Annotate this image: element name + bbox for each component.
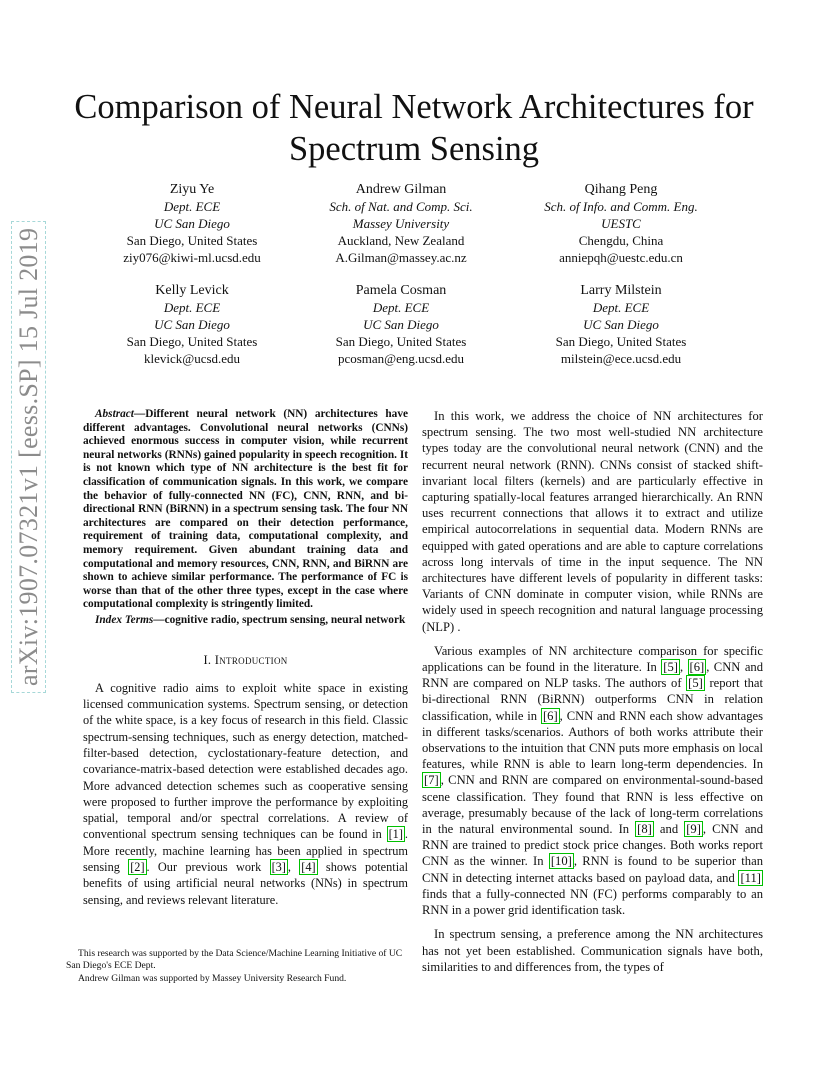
citation-link[interactable]: [5] bbox=[688, 676, 703, 691]
citation-link[interactable]: [8] bbox=[637, 822, 652, 837]
author-org: Massey University bbox=[352, 216, 450, 231]
author-block bbox=[281, 282, 521, 367]
section-number: I. bbox=[203, 652, 215, 667]
paragraph: In spectrum sensing, a preference among the NN architectures has not yet been established. Communication signals have both, similarities to and differences from, the types of bbox=[422, 927, 763, 974]
footnote: This research was supported by the Data Science/Machine Learning Initiative of UC San Diego's ECE Dept. bbox=[66, 948, 403, 972]
author-org: UC San Diego bbox=[154, 317, 230, 332]
abstract-label: Abstract bbox=[95, 408, 134, 420]
citation-link[interactable]: [10] bbox=[550, 854, 572, 869]
author-email: pcosman@eng.ucsd.edu bbox=[337, 351, 465, 366]
footnotes bbox=[66, 948, 408, 985]
author-block bbox=[281, 181, 521, 266]
text-run: , CNN and RNN are compared on NLP tasks. The authors of bbox=[422, 660, 764, 691]
arxiv-stamp-text: arXiv:1907.07321v1 [eess.SP] 15 Jul 2019 bbox=[11, 221, 46, 693]
citation-link[interactable]: [7] bbox=[424, 773, 439, 788]
citation-link[interactable]: [1] bbox=[388, 827, 403, 842]
author-dept: Sch. of Info. and Comm. Eng. bbox=[544, 199, 698, 214]
author-location: San Diego, United States bbox=[126, 233, 258, 248]
text-run: . Our previous work bbox=[146, 860, 270, 875]
author-location: San Diego, United States bbox=[335, 334, 467, 349]
text-run: report that bi-directional RNN (BiRNN) outperforms CNN in relation classification, while in bbox=[422, 676, 763, 723]
author-email: ziy076@kiwi-ml.ucsd.edu bbox=[123, 250, 261, 265]
text-run: , CNN and RNN are compared on environmental-sound-based scene classification. They found that RNN is less effective on average, presumably because of the lack of long-term correlations in the natural environmental sound. In bbox=[422, 773, 763, 837]
author-block bbox=[501, 282, 741, 367]
author-org: UC San Diego bbox=[583, 317, 659, 332]
text-run: A cognitive radio aims to exploit white space in existing licensed communication systems. Spectrum sensing, or detection of the white space, is a key focus of research in this field. Classic spectrum-sensing techniques, such as energy detection, matched-filter-based detection, cyclostationary-feature detection, and covariance-matrix-based detection were established decades ago. More advanced detection schemes such as cooperative sensing were proposed to further improve the performance by exploiting spatial, temporal and/or spectral correlations. A review of conventional spectrum sensing techniques can be found in bbox=[83, 680, 408, 842]
author-name: Ziyu Ye bbox=[169, 182, 215, 197]
right-column bbox=[422, 408, 763, 975]
abstract-text: —Different neural network (NN) architectures have different advantages. Convolutional neural networks (CNNs) achieved enormous success in computer vision, while recurrent neural networks (RNNs) gained popularity in speech recognition. It is not known which type of NN architecture is the best fit for classification of communication signals. In this work, we compare the behavior of fully-connected NN (FC), CNN, RNN, and bi-directional RNN (BiRNN) in a spectrum sensing task. The four NN architectures are compared on their detection performance, requirement of training data, computational complexity, and memory requirement. Given abundant training data and computational and memory resources, CNN, RNN, and BiRNN are shown to achieve similar performance. The performance of FC is worse than that of the other three types, except in the case where computational complexity is stringently limited. bbox=[83, 408, 408, 611]
abstract bbox=[83, 408, 408, 612]
index-terms bbox=[83, 614, 408, 628]
author-block bbox=[501, 181, 741, 266]
text-run: shows potential benefits of using artificial neural networks (NNs) in spectrum sensing, and reviews relevant literature. bbox=[83, 860, 408, 907]
text-run: , CNN and RNN are trained to predict stock price changes. Both works report CNN as the winner. In bbox=[422, 822, 764, 869]
author-location: Chengdu, China bbox=[578, 233, 664, 248]
section-title: Introduction bbox=[214, 652, 288, 667]
text-run: , RNN is found to be superior than CNN in detecting internet attacks based on payload data, and bbox=[422, 854, 763, 885]
author-dept: Dept. ECE bbox=[592, 300, 650, 315]
text-run: finds that a fully-connected NN (FC) performs comparably to an RNN in a power grid identification task. bbox=[422, 886, 763, 918]
text-run: , bbox=[287, 860, 300, 875]
author-org: UC San Diego bbox=[154, 216, 230, 231]
author-email: milstein@ece.ucsd.edu bbox=[560, 351, 682, 366]
author-location: San Diego, United States bbox=[555, 334, 687, 349]
author-name: Qihang Peng bbox=[584, 182, 658, 197]
author-email: A.Gilman@massey.ac.nz bbox=[335, 250, 467, 265]
author-name: Pamela Cosman bbox=[355, 283, 447, 298]
author-location: San Diego, United States bbox=[126, 334, 258, 349]
paper-title: Comparison of Neural Network Architectures for Spectrum Sensing bbox=[74, 88, 754, 168]
author-dept: Dept. ECE bbox=[163, 199, 221, 214]
citation-link[interactable]: [4] bbox=[301, 860, 316, 875]
citation-link[interactable]: [9] bbox=[686, 822, 701, 837]
author-dept: Dept. ECE bbox=[163, 300, 221, 315]
index-terms-text: —cognitive radio, spectrum sensing, neural network bbox=[153, 613, 406, 626]
paragraph bbox=[422, 643, 763, 918]
author-name: Kelly Levick bbox=[155, 283, 229, 298]
author-name: Andrew Gilman bbox=[355, 182, 447, 197]
citation-link[interactable]: [3] bbox=[271, 860, 286, 875]
intro-paragraph bbox=[83, 680, 408, 908]
text-run: . More recently, machine learning has been applied in spectrum sensing bbox=[83, 827, 408, 875]
paragraph: In this work, we address the choice of NN architectures for spectrum sensing. The two most well-studied NN architecture types today are the convolutional neural network (CNN) and the recurrent neural network (RNN). CNNs consist of stacked shift-invariant local filters (kernels) and are particularly effective in capturing spatially-local features arranged hierarchically. An RNN uses recurrent connections that allows it to extract and utilize empirical autocorrelations in sequential data. Modern RNNs are equipped with gated operations and are able to capture correlations across long intervals of time in the input sequence. The NN architectures have different levels of popularity in different tasks: Variants of CNN dominate in computer vision, while RNNs are widely used in speech recognition and natural language processing (NLP) . bbox=[422, 409, 763, 634]
text-run: and bbox=[653, 822, 685, 837]
footnote: Andrew Gilman was supported by Massey University Research Fund. bbox=[78, 972, 347, 984]
text-run: , CNN and RNN each show advantages in different tasks/scenarios. Authors of both works attribute their observations to the intuition that CNN puts more emphasis on local features, while RNN is able to learn long-term dependencies. In bbox=[422, 708, 763, 772]
author-name: Larry Milstein bbox=[580, 283, 662, 298]
author-email: klevick@ucsd.edu bbox=[143, 351, 241, 366]
text-run: Various examples of NN architecture comparison for specific applications can be found in the literature. In bbox=[422, 643, 763, 675]
text-run: , bbox=[679, 660, 688, 675]
author-dept: Dept. ECE bbox=[372, 300, 430, 315]
author-dept: Sch. of Nat. and Comp. Sci. bbox=[329, 199, 473, 214]
citation-link[interactable]: [6] bbox=[542, 708, 558, 723]
author-location: Auckland, New Zealand bbox=[337, 233, 465, 248]
author-org: UC San Diego bbox=[363, 317, 439, 332]
author-org: UESTC bbox=[601, 216, 641, 231]
index-terms-label: Index Terms bbox=[95, 613, 154, 626]
citation-link[interactable]: [5] bbox=[663, 660, 678, 675]
citation-link[interactable]: [2] bbox=[130, 860, 145, 875]
left-column bbox=[83, 408, 408, 908]
citation-link[interactable]: [11] bbox=[740, 870, 761, 885]
author-email: anniepqh@uestc.edu.cn bbox=[559, 250, 683, 265]
citation-link[interactable]: [6] bbox=[689, 660, 705, 675]
author-block bbox=[72, 181, 312, 266]
arxiv-side-stamp[interactable] bbox=[14, 221, 44, 693]
section-heading bbox=[83, 652, 408, 668]
author-block bbox=[72, 282, 312, 367]
